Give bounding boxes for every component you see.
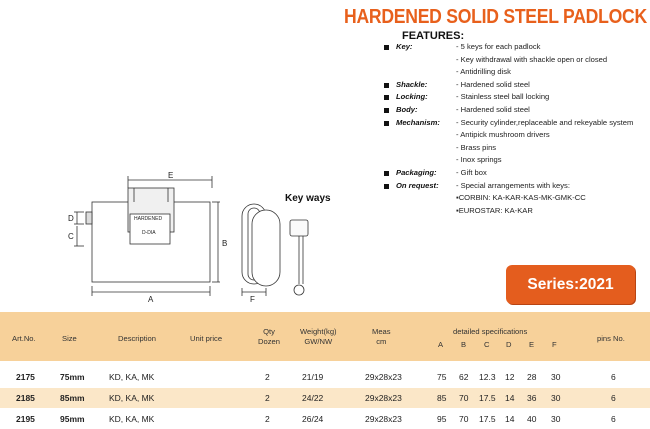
- bullet-icon: [384, 45, 389, 50]
- dim-label-d: D: [68, 214, 74, 223]
- feature-row: [384, 142, 650, 155]
- cell-meas: 29x28x23: [365, 372, 402, 382]
- header-size: Size: [62, 334, 77, 343]
- key-drawing: [290, 220, 308, 236]
- cell-meas: 29x28x23: [365, 393, 402, 403]
- header-qty: [258, 327, 280, 346]
- cell-art-no: 2175: [16, 372, 35, 382]
- cell-a: 75: [437, 372, 447, 382]
- feature-value: - Antidrilling disk: [456, 67, 511, 77]
- small-bullet-icon: ▪: [456, 193, 459, 203]
- header-spec-d: D: [506, 340, 512, 349]
- bullet-icon: [384, 171, 389, 176]
- header-unit-price: Unit price: [190, 334, 223, 343]
- cell-f: 30: [551, 414, 561, 424]
- feature-value-text: CORBIN: KA-KAR-KAS-MK-GMK-CC: [458, 193, 586, 203]
- cell-meas: 29x28x23: [365, 414, 402, 424]
- feature-value: - Special arrangements with keys:: [456, 180, 570, 190]
- feature-label: Packaging:: [396, 167, 437, 177]
- engraving-bottom: D-DIA: [142, 230, 156, 236]
- header-art-no: Art.No.: [12, 334, 36, 343]
- engraving-top: HARDENED: [134, 216, 163, 222]
- cell-a: 85: [437, 393, 447, 403]
- feature-row: [384, 79, 650, 92]
- table-row: [0, 409, 650, 429]
- cell-d: 14: [505, 393, 515, 403]
- cell-b: 62: [459, 372, 469, 382]
- table-header: [0, 312, 650, 361]
- header-weight-line1: Weight(kg): [300, 327, 337, 336]
- dim-label-a: A: [148, 295, 154, 304]
- cell-c: 17.5: [479, 393, 496, 403]
- feature-value: - Stainless steel ball locking: [456, 92, 550, 102]
- dim-label-c: C: [68, 232, 74, 241]
- feature-row: [384, 180, 650, 193]
- key-ways-label: Key ways: [285, 193, 331, 204]
- feature-value: - Hardened solid steel: [456, 79, 530, 89]
- feature-row: [384, 192, 650, 205]
- feature-label: Shackle:: [396, 79, 428, 89]
- feature-value: - Gift box: [456, 167, 487, 177]
- bullet-icon: [384, 184, 389, 189]
- cell-f: 30: [551, 393, 561, 403]
- cell-d: 12: [505, 372, 515, 382]
- cell-e: 40: [527, 414, 537, 424]
- cell-weight: 24/22: [302, 393, 324, 403]
- cell-qty: 2: [265, 372, 270, 382]
- keyway-oval: [252, 210, 280, 286]
- feature-row: [384, 117, 650, 130]
- header-weight-line2: GW/NW: [304, 336, 333, 346]
- dim-label-e: E: [168, 171, 174, 180]
- header-spec-f: F: [552, 340, 557, 349]
- feature-row: [384, 104, 650, 117]
- table-row: [0, 367, 650, 387]
- page-title: HARDENED SOLID STEEL PADLOCK: [344, 6, 647, 28]
- cell-description: KD, KA, MK: [109, 393, 155, 403]
- cell-description: KD, KA, MK: [109, 414, 155, 424]
- feature-value: - 5 keys for each padlock: [456, 42, 541, 51]
- cell-art-no: 2195: [16, 414, 35, 424]
- header-spec-a: A: [438, 340, 444, 349]
- feature-row: [384, 41, 650, 54]
- feature-label: Mechanism:: [396, 117, 440, 127]
- cell-pins: 6: [611, 393, 616, 403]
- table-row: [0, 388, 650, 408]
- cell-size: 75mm: [60, 372, 85, 382]
- header-meas-line1: Meas: [372, 327, 391, 336]
- spec-table: [0, 312, 650, 423]
- cell-b: 70: [459, 393, 469, 403]
- feature-row: [384, 154, 650, 167]
- header-spec-e: E: [529, 340, 535, 349]
- features-heading: FEATURES:: [402, 30, 465, 42]
- bullet-icon: [384, 83, 389, 88]
- header-qty-line1: Qty: [263, 327, 275, 336]
- dim-label-f: F: [250, 295, 255, 304]
- feature-row: [384, 91, 650, 104]
- feature-value: - Antipick mushroom drivers: [456, 130, 550, 140]
- cell-d: 14: [505, 414, 515, 424]
- feature-row: [384, 66, 650, 79]
- feature-label: On request:: [396, 180, 439, 190]
- dim-label-b: B: [222, 239, 228, 248]
- cell-b: 70: [459, 414, 469, 424]
- header-meas-line2: cm: [376, 336, 387, 346]
- cell-c: 17.5: [479, 414, 496, 424]
- bullet-icon: [384, 121, 389, 126]
- feature-value-text: EUROSTAR: KA-KAR: [458, 205, 533, 215]
- cell-size: 85mm: [60, 393, 85, 403]
- header-description: Description: [118, 334, 156, 343]
- features-list: [384, 41, 650, 217]
- feature-value: - Security cylinder,replaceable and rekeyable system: [456, 117, 634, 127]
- header-weight: [300, 327, 337, 346]
- cell-pins: 6: [611, 372, 616, 382]
- feature-value: [456, 192, 586, 205]
- cell-a: 95: [437, 414, 447, 424]
- cell-art-no: 2185: [16, 393, 35, 403]
- header-qty-line2: Dozen: [258, 336, 280, 346]
- header-meas: [372, 327, 391, 346]
- header-spec-c: C: [484, 340, 490, 349]
- feature-value: - Hardened solid steel: [456, 104, 530, 114]
- feature-value: - Brass pins: [456, 142, 497, 152]
- feature-value: - Inox springs: [456, 155, 502, 165]
- feature-label: Key:: [396, 42, 413, 51]
- bullet-icon: [384, 95, 389, 100]
- padlock-technical-drawing: [62, 168, 342, 318]
- header-pins: pins No.: [597, 334, 625, 343]
- feature-value: - Key withdrawal with shackle open or closed: [456, 54, 608, 64]
- feature-row: [384, 167, 650, 180]
- cell-size: 95mm: [60, 414, 85, 424]
- feature-value: [456, 205, 533, 218]
- feature-row: [384, 205, 650, 218]
- feature-label: Body:: [396, 104, 418, 114]
- cell-description: KD, KA, MK: [109, 372, 155, 382]
- header-detailed-specs: detailed specifications: [453, 327, 528, 336]
- cell-e: 28: [527, 372, 537, 382]
- cell-weight: 21/19: [302, 372, 324, 382]
- feature-label: Locking:: [396, 92, 428, 102]
- series-badge: Series:2021: [506, 265, 635, 304]
- header-spec-b: B: [461, 340, 467, 349]
- feature-row: [384, 129, 650, 142]
- bullet-icon: [384, 108, 389, 113]
- cell-f: 30: [551, 372, 561, 382]
- cell-c: 12.3: [479, 372, 496, 382]
- cell-weight: 26/24: [302, 414, 324, 424]
- cell-pins: 6: [611, 414, 616, 424]
- small-bullet-icon: ▪: [456, 205, 459, 215]
- cell-qty: 2: [265, 393, 270, 403]
- feature-row: [384, 54, 650, 67]
- cell-e: 36: [527, 393, 537, 403]
- cell-qty: 2: [265, 414, 270, 424]
